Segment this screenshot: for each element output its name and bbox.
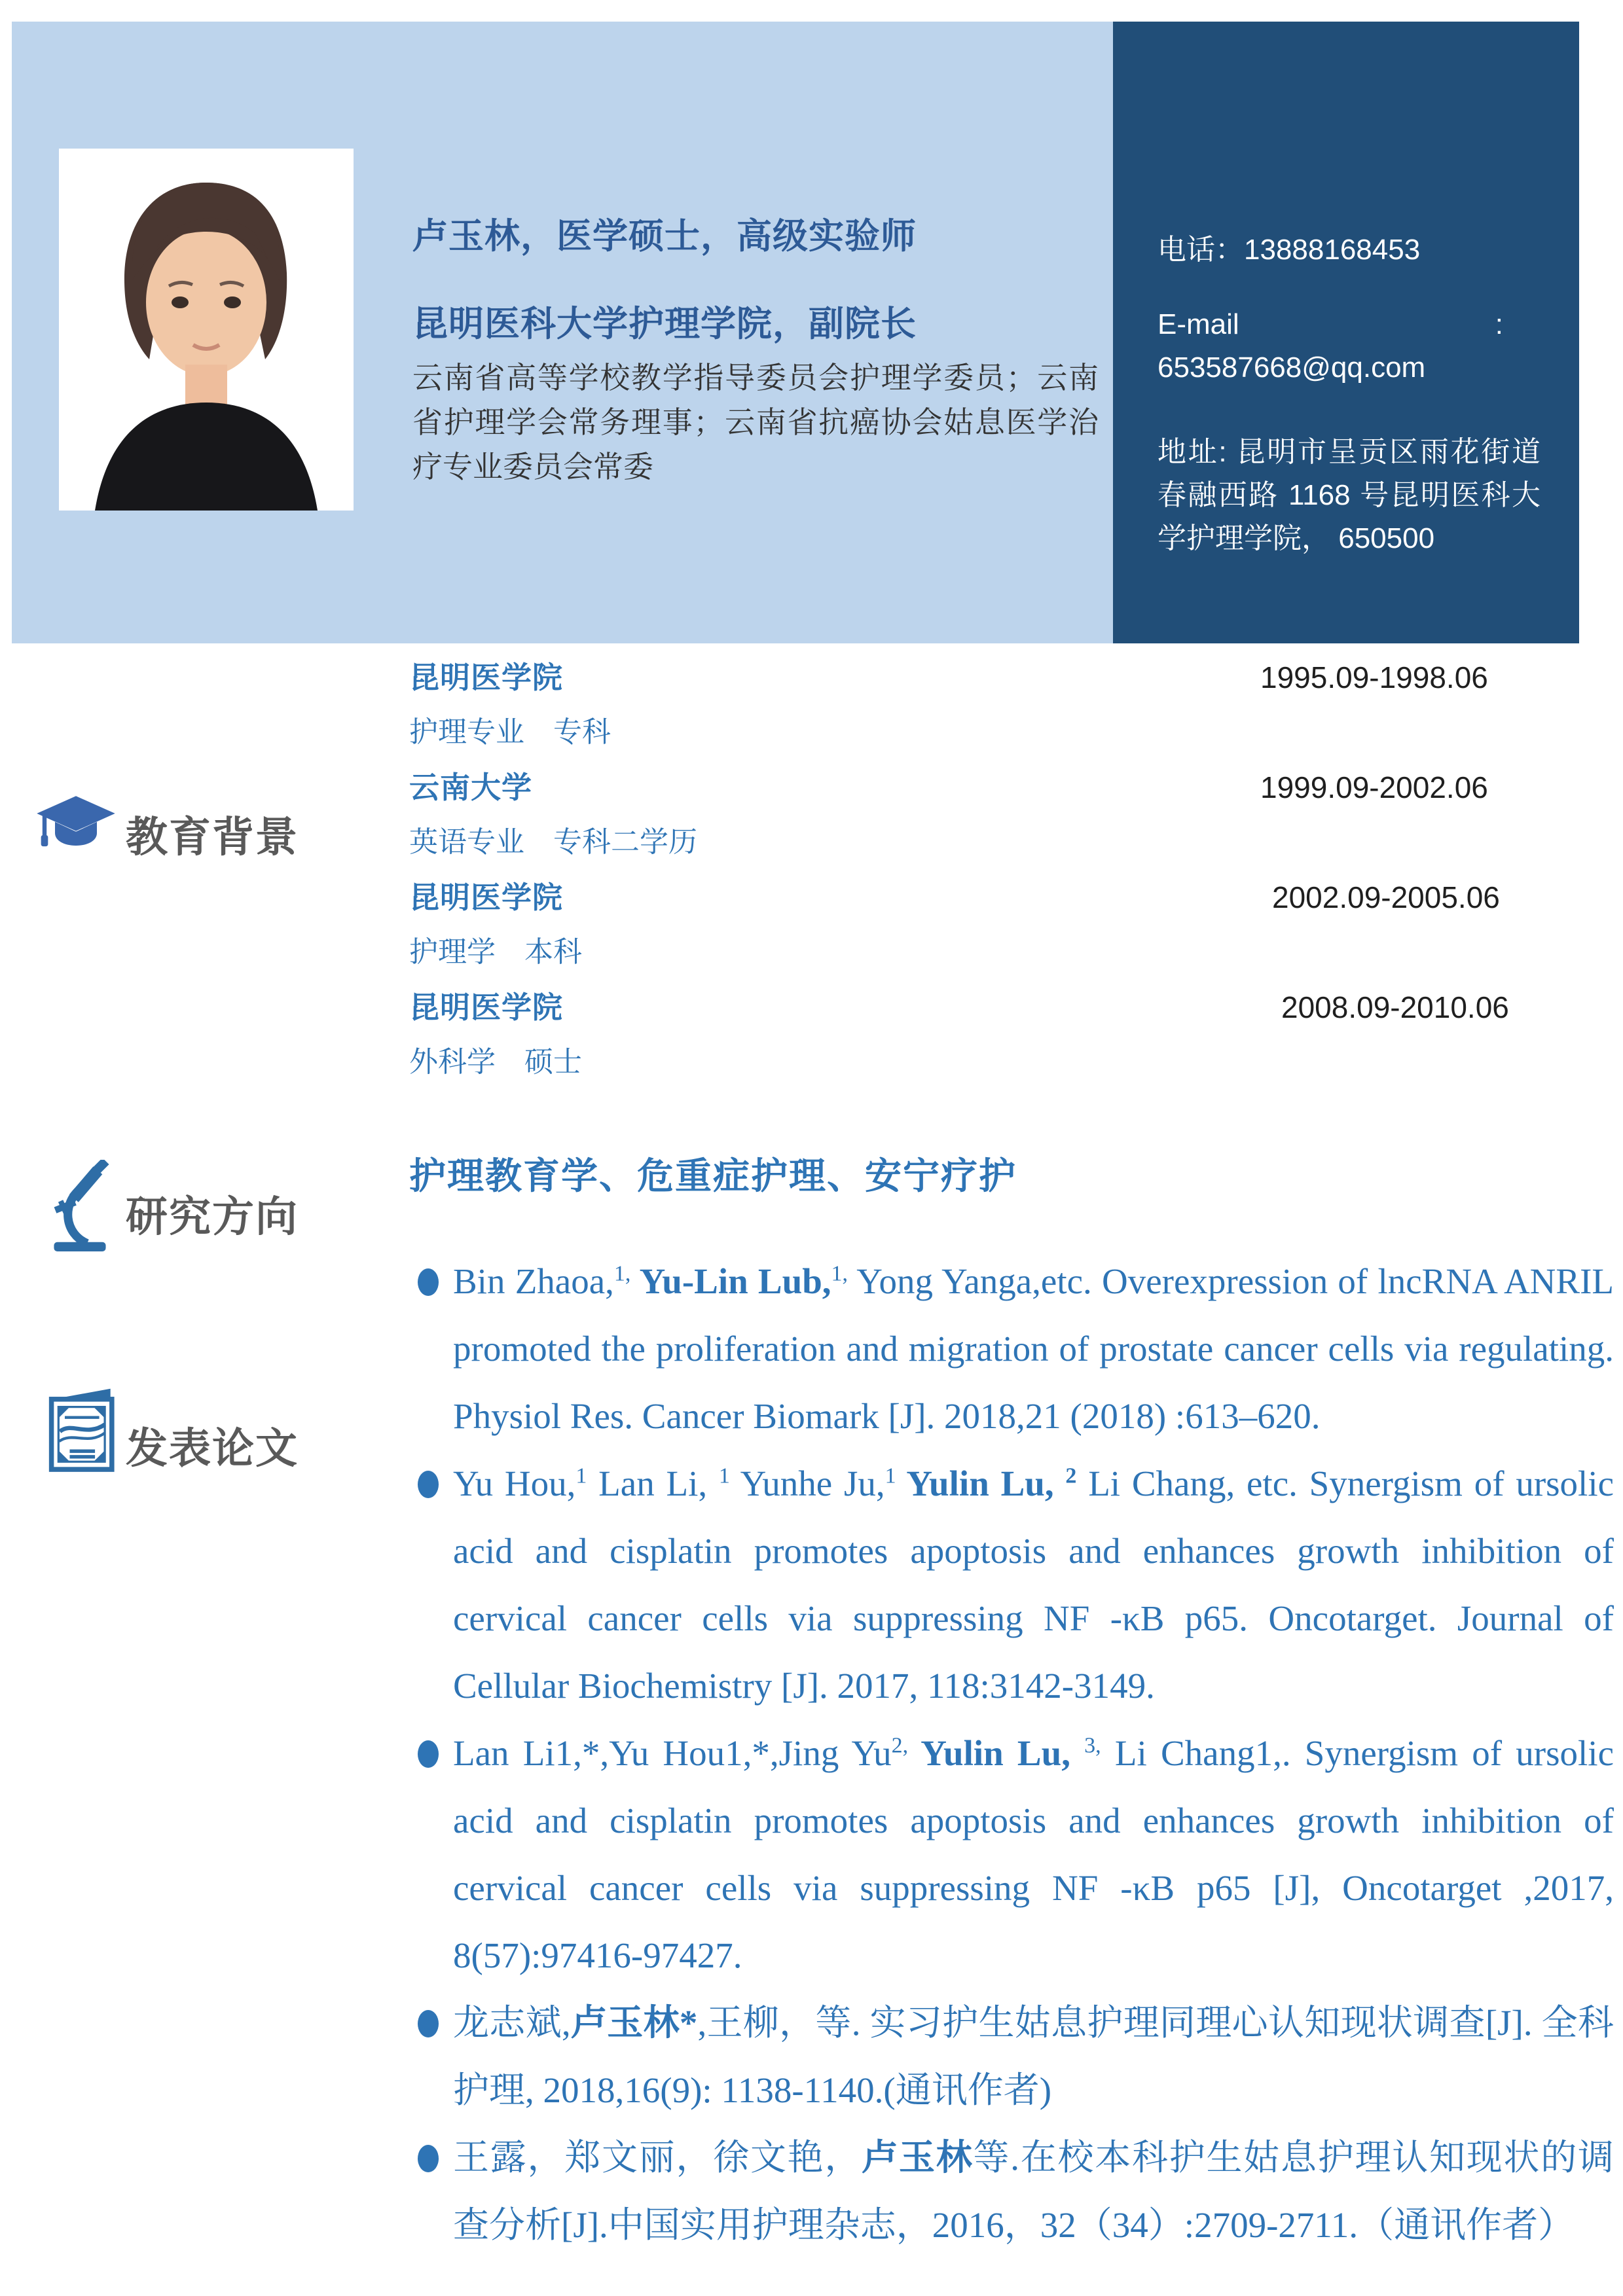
highlighted-author: 卢玉林 [862, 2138, 974, 2178]
education-row [409, 760, 1535, 815]
major-degree: 英语专业 专科二学历 [409, 826, 697, 858]
major-degree: 护理学 本科 [409, 936, 582, 968]
publication-list [419, 1247, 1614, 2259]
publication-text: ,王柳，等. 实习护生姑息护理同理心认知现状调查[J]. 全科护理, 2018,16(9): 1138-1140.(通讯作者) [453, 2003, 1614, 2110]
superscript: 2, [891, 1733, 909, 1758]
superscript: 3, [1084, 1733, 1101, 1758]
superscript: 1, [613, 1261, 631, 1286]
superscript: 2 [1065, 1463, 1077, 1488]
education-row [409, 980, 1535, 1035]
school-name: 昆明医学院 [409, 880, 563, 914]
publication-text: 龙志斌, [453, 2003, 571, 2043]
publication-item [419, 1450, 1614, 1719]
superscript: 1 [884, 1463, 896, 1488]
section-label-research: 研究方向 [126, 1193, 299, 1240]
publication-text: Lan Li1,*,Yu Hou1,*,Jing Yu [453, 1733, 892, 1773]
school-name: 云南大学 [409, 770, 532, 804]
paper-icon [46, 1386, 123, 1474]
date-range: 1999.09-2002.06 [1260, 770, 1488, 804]
school-name: 昆明医学院 [409, 660, 563, 694]
contact-panel [1113, 22, 1579, 643]
highlighted-author: Yulin Lu, [896, 1463, 1066, 1503]
publication-item [419, 1719, 1614, 1989]
microscope-icon [38, 1160, 123, 1253]
date-range: 2002.09-2005.06 [1272, 880, 1500, 914]
address-text: 地址: 昆明市呈贡区雨花街道春融西路 1168 号昆明医科大学护理学院， 650500 [1158, 436, 1541, 554]
publication-item [419, 1989, 1614, 2124]
publication-text: 等.在校本科护生姑息护理认知现状的调查分析[J].中国实用护理杂志，2016，32（34）:2709-2711.（通讯作者） [453, 2138, 1614, 2245]
portrait-photo [59, 149, 354, 511]
highlighted-author: 卢玉林* [570, 2003, 698, 2043]
bullet-icon [418, 2010, 439, 2037]
publication-item [419, 1247, 1614, 1450]
section-label-publications: 发表论文 [126, 1425, 299, 1472]
research-areas-heading: 护理教育学、危重症护理、安宁疗护 [409, 1155, 1017, 1196]
person-bio: 云南省高等学校教学指导委员会护理学委员；云南省护理学会常务理事；云南省抗癌协会姑息医学治疗专业委员会常委 [412, 361, 1099, 484]
portrait-illustration [59, 149, 354, 511]
superscript: 1, [831, 1261, 848, 1286]
publication-text: Bin Zhaoa, [453, 1261, 614, 1301]
graduation-cap-icon [34, 793, 118, 856]
publication-item [419, 2124, 1614, 2259]
section-label-education: 教育背景 [126, 814, 299, 861]
education-row [409, 650, 1535, 705]
email-row [1158, 308, 1503, 341]
education-row [409, 870, 1535, 925]
publication-text: Li Chang1,. Synergism of ursolic acid and cisplatin promotes apoptosis and enhances growth inhibition of cervical cancer cells via suppressing NF -κB p65 [J], Oncotarget ,2017, 8(57):97416-97427. [453, 1733, 1614, 1975]
publication-text: Lan Li, [587, 1463, 719, 1503]
publication-text: 王露，郑文丽，徐文艳， [453, 2138, 862, 2178]
publication-text: Yu Hou, [453, 1463, 576, 1503]
email-value: 653587668@qq.com [1158, 351, 1426, 384]
email-colon: : [1495, 308, 1503, 340]
date-range: 2008.09-2010.06 [1281, 990, 1509, 1024]
superscript: 1 [575, 1463, 587, 1488]
major-degree: 外科学 硕士 [409, 1046, 582, 1078]
person-affiliation: 昆明医科大学护理学院，副院长 [412, 304, 917, 344]
bullet-icon [418, 1268, 439, 1296]
publication-text: Yunhe Ju, [729, 1463, 885, 1503]
bullet-icon [418, 1740, 439, 1768]
highlighted-author: Yu-Lin Lub, [630, 1261, 831, 1301]
school-name: 昆明医学院 [409, 990, 563, 1024]
bullet-icon [418, 1471, 439, 1498]
email-label: E-mail [1158, 308, 1239, 340]
major-degree: 护理专业 专科 [409, 716, 611, 748]
publication-text: Yong Yanga,etc. Overexpression of lncRNA ANRIL promoted the proliferation and migration of prostate cancer cells via regulating. Physiol Res. Cancer Biomark [J]. 2018,21 (2018) :613–620. [453, 1261, 1614, 1436]
phone-row: 电话：13888168453 [1158, 234, 1421, 266]
date-range: 1995.09-1998.06 [1260, 660, 1488, 694]
superscript: 1 [718, 1463, 730, 1488]
publication-text: Li Chang, etc. Synergism of ursolic acid and cisplatin promotes apoptosis and enhances growth inhibition of cervical cancer cells via suppressing NF -κB p65. Oncotarget. Journal of Cellular Biochemistry [J]. 2017, 118:3142-3149. [453, 1463, 1614, 1706]
person-name: 卢玉林，医学硕士，高级实验师 [412, 217, 917, 256]
education-list [409, 650, 1535, 1090]
highlighted-author: Yulin Lu, [908, 1733, 1085, 1773]
bullet-icon [418, 2145, 439, 2172]
